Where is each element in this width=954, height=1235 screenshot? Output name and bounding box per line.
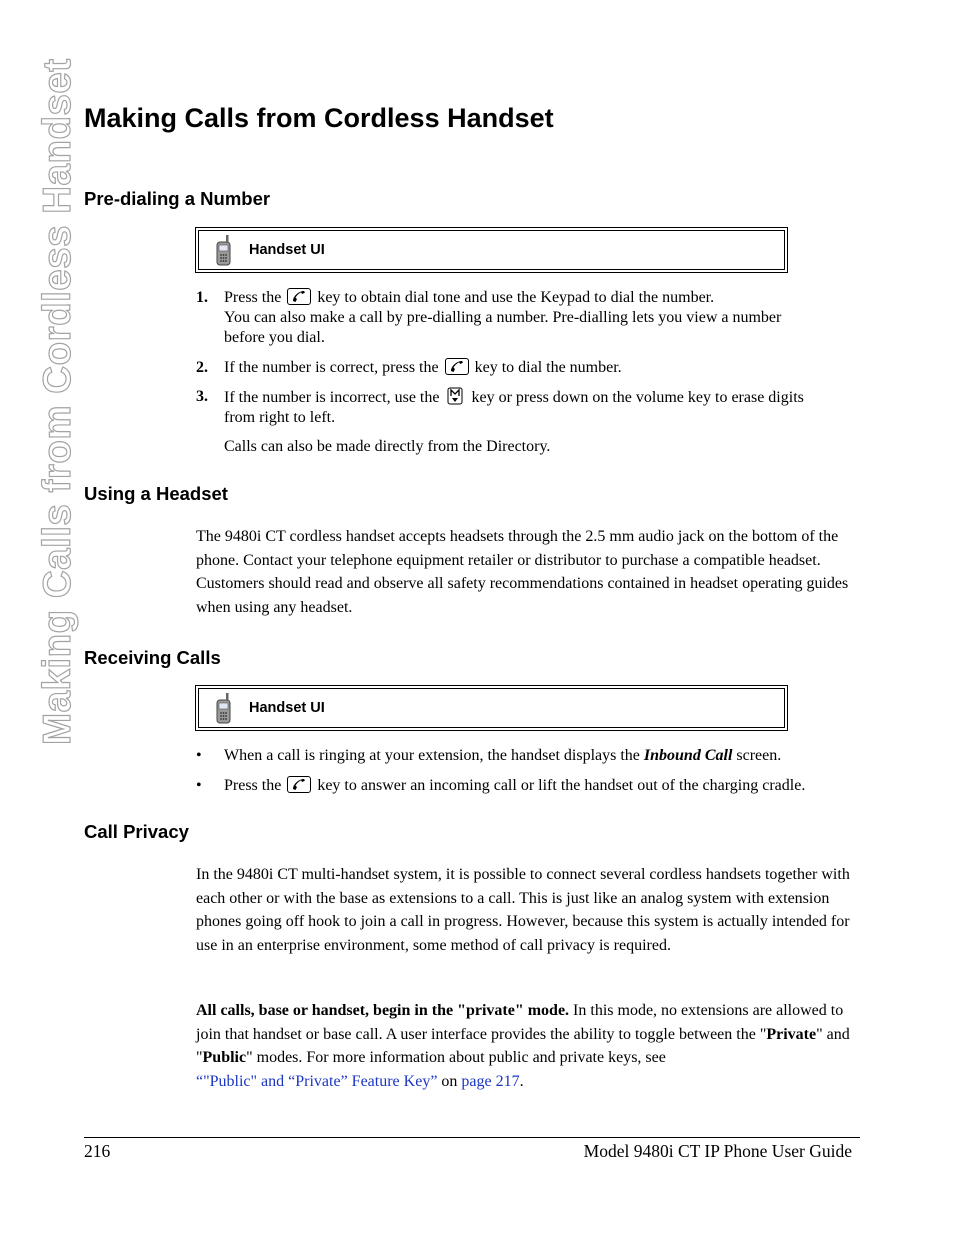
talk-key-icon — [287, 288, 311, 305]
cordless-handset-icon — [211, 691, 237, 725]
step-2-line: If the number is correct, press the key to dial the number. — [224, 359, 622, 376]
privacy-paragraph-2: All calls, base or handset, begin in the "private" mode. In this mode, no extensions are allowed to join that handset or base call. A user interface provides the ability to toggle between the "Private" and "Public" modes. For more information about public and private keys, see “"Public" and “Private” Feature Key” on page 217. — [196, 1002, 850, 1090]
step-3-line-2: from right to left. — [224, 409, 336, 426]
talk-key-icon — [287, 776, 311, 793]
guide-title: Model 9480i CT IP Phone User Guide — [583, 1141, 852, 1161]
receiving-bullet-2: Press the key to answer an incoming call or lift the handset out of the charging cradle. — [224, 777, 806, 794]
step-1-number: 1. — [196, 289, 208, 306]
feature-key-link[interactable]: “"Public" and “Private” Feature Key” — [196, 1072, 438, 1090]
side-tab-label: Making Calls from Cordless Handset — [36, 58, 79, 745]
step-1-line-2: You can also make a call by pre-dialling a number. Pre-dialling lets you view a number — [224, 309, 782, 326]
bullet-marker: • — [196, 777, 202, 794]
page-217-link[interactable]: page 217 — [461, 1072, 520, 1090]
privacy-paragraph-1: In the 9480i CT multi-handset system, it is possible to connect several cordless handsets together with each other or with the base as extensions to a call. This is just like an analog system with extension phones going off hook to join a call in progress. However, because this system is actually intended for use in an enterprise environment, some method of call privacy is required. — [196, 866, 850, 954]
heading-privacy: Call Privacy — [84, 821, 189, 842]
handset-ui-box-1 — [195, 227, 788, 273]
cordless-handset-icon — [211, 233, 237, 267]
bullet-marker: • — [196, 747, 202, 764]
handset-ui-label: Handset UI — [249, 242, 325, 258]
step-1-line-1: Press the key to obtain dial tone and use the Keypad to dial the number. — [224, 289, 715, 306]
heading-predial: Pre-dialing a Number — [84, 188, 271, 209]
heading-receiving: Receiving Calls — [84, 647, 221, 668]
step-3-number: 3. — [196, 388, 208, 405]
handset-ui-box-2 — [195, 685, 788, 731]
footer-rule — [84, 1137, 860, 1138]
page-number: 216 — [84, 1141, 111, 1161]
handset-ui-label: Handset UI — [249, 700, 325, 716]
receiving-bullet-1: When a call is ringing at your extension, the handset displays the Inbound Call screen. — [224, 747, 782, 764]
menu-down-key-icon — [447, 387, 463, 405]
step-3-line-1: If the number is incorrect, use the key or press down on the volume key to erase digits — [224, 389, 804, 406]
step-2-number: 2. — [196, 359, 208, 376]
predial-note: Calls can also be made directly from the Directory. — [224, 438, 551, 455]
talk-key-icon — [445, 358, 469, 375]
step-1-line-3: before you dial. — [224, 329, 325, 346]
headset-paragraph: The 9480i CT cordless handset accepts headsets through the 2.5 mm audio jack on the bottom of the phone. Contact your telephone equipment retailer or distributor to purchase a compatible headset. Customers should read and observe all safety recommendations contained in headset operating guides when using any headset. — [196, 528, 849, 616]
page-title: Making Calls from Cordless Handset — [84, 103, 554, 133]
heading-headset: Using a Headset — [84, 483, 228, 504]
